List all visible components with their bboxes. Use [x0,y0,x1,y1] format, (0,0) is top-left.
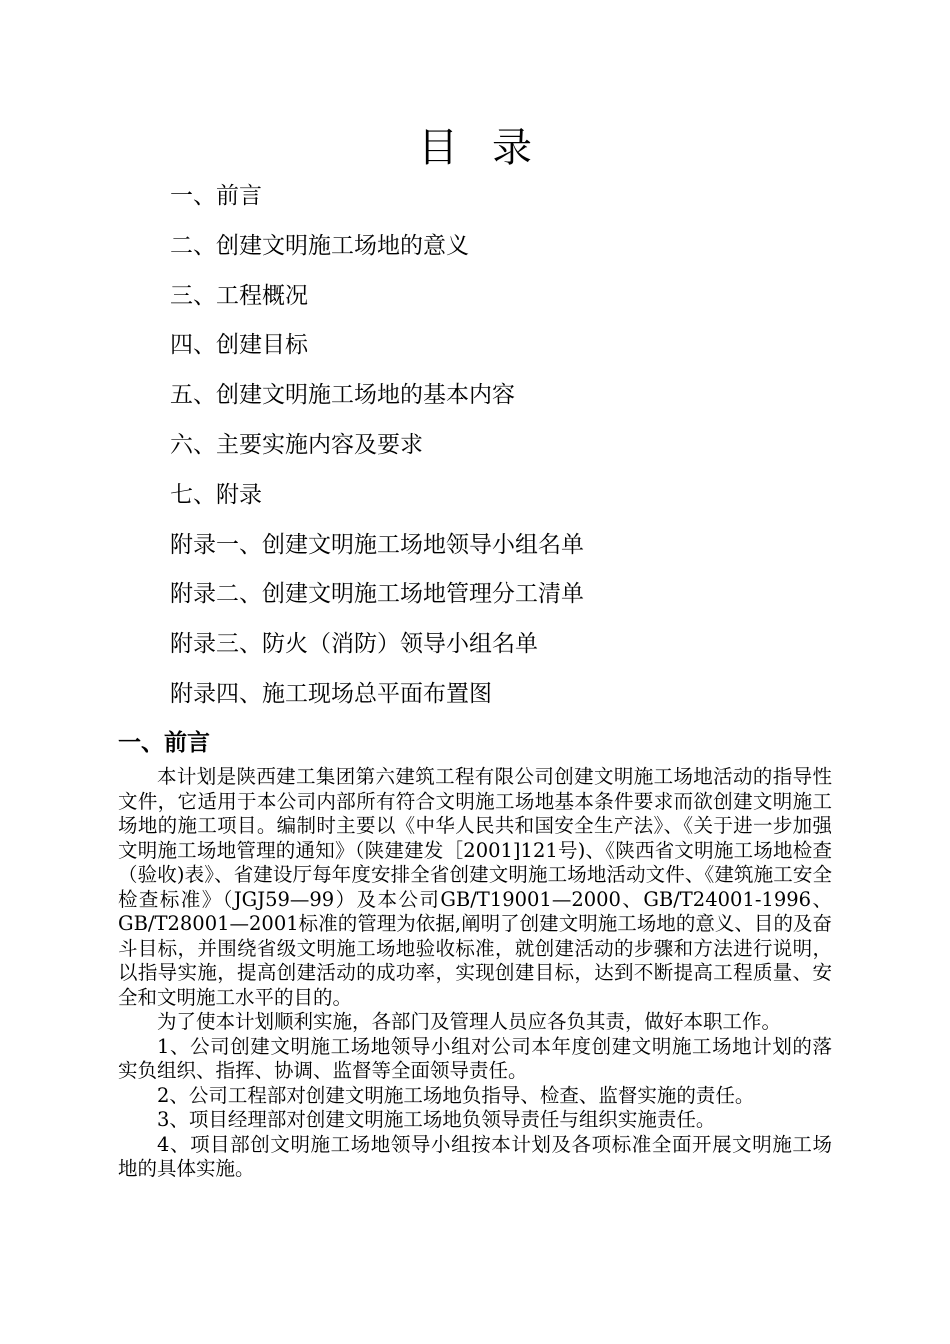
toc-item-significance: 二、创建文明施工场地的意义 [170,232,469,259]
body-paragraph: 2、公司工程部对创建文明施工场地负指导、检查、监督实施的责任。 [157,1083,755,1107]
body-paragraph: 1、公司创建文明施工场地领导小组对公司本年度创建文明施工场地计划的落实负组织、指挥、协调、监督等全面领导责任。 [118,1034,832,1082]
toc-item-appendix-4: 附录四、施工现场总平面布置图 [170,680,492,707]
body-paragraph: 为了使本计划顺利实施，各部门及管理人员应各负其责，做好本职工作。 [157,1010,782,1033]
toc-item-basic-content: 五、创建文明施工场地的基本内容 [170,382,515,409]
body-paragraph: 4、项目部创文明施工场地领导小组按本计划及各项标准全面开展文明施工场地的具体实施。 [118,1132,832,1180]
toc-item-preface: 一、前言 [170,183,262,209]
toc-item-appendix-3: 附录三、防火（消防）领导小组名单 [170,631,538,658]
preface-body [118,765,832,1182]
toc-item-implementation: 六、主要实施内容及要求 [170,431,423,458]
toc-item-goals: 四、创建目标 [170,332,308,359]
toc-title: 目录 [418,125,566,171]
section-heading-preface: 一、前言 [118,729,210,756]
toc-item-appendix-1: 附录一、创建文明施工场地领导小组名单 [170,531,584,558]
toc-item-project-overview: 三、工程概况 [170,282,308,309]
body-paragraph: 3、项目经理部对创建文明施工场地负领导责任与组织实施责任。 [157,1108,716,1131]
table-of-contents [170,174,584,722]
body-paragraph: 本计划是陕西建工集团第六建筑工程有限公司创建文明施工场地活动的指导性文件，它适用于本公司内部所有符合文明施工场地基本条件要求而欲创建文明施工场地的施工项目。编制时主要以《中华人民共和国安全生产法》、《关于进一步加强文明施工场地管理的通知》（陕建建发［2001]121号)、《陕西省文明施工场地检查（验收)表》、省建设厅每年度安排全省创建文明施工场地活动文件、《建筑施工安全检查标准》（JGJ59—99）及本公司GB/T19001—2000、GB/T24001-1996、GB/T28001—2001标准的管理为依据,阐明了创建文明施工场地的意义、目的及奋斗目标，并围绕省级文明施工场地验收标准，就创建活动的步骤和方法进行说明，以指导实施，提高创建活动的成功率，实现创建目标，达到不断提高工程质量、安全和文明施工水平的目的。 [118,765,832,1009]
toc-item-appendix-2: 附录二、创建文明施工场地管理分工清单 [170,581,584,608]
toc-item-appendix: 七、附录 [170,481,262,508]
